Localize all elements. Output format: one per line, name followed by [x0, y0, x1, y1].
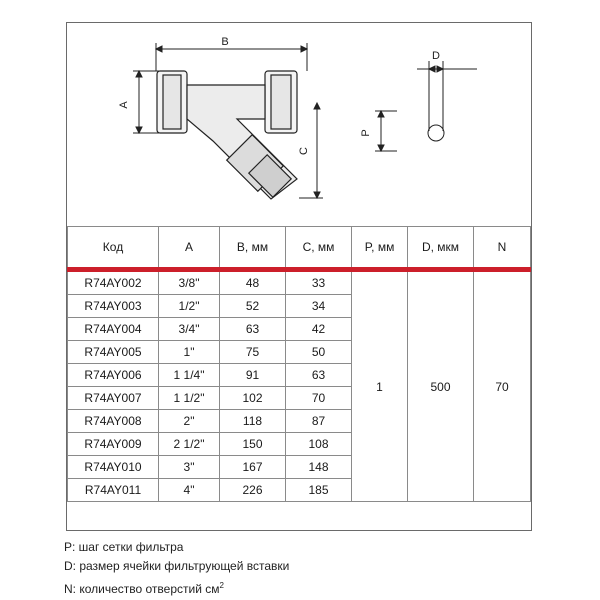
label-d: D [432, 50, 440, 62]
header-row [68, 227, 531, 270]
cell-a: 1 1/2" [159, 387, 220, 410]
col-header-d: D, мкм [408, 227, 474, 270]
table-row [68, 270, 531, 295]
cell-code: R74AY005 [68, 341, 159, 364]
cell-d-shared: 500 [408, 270, 474, 502]
cell-code: R74AY009 [68, 433, 159, 456]
y-strainer-body [157, 71, 297, 199]
label-p: P [360, 129, 372, 137]
cell-code: R74AY002 [68, 270, 159, 295]
cell-c: 148 [286, 456, 352, 479]
cell-a: 1/2" [159, 295, 220, 318]
cell-c: 87 [286, 410, 352, 433]
cell-c: 50 [286, 341, 352, 364]
cell-a: 1 1/4" [159, 364, 220, 387]
cell-c: 33 [286, 270, 352, 295]
cell-code: R74AY007 [68, 387, 159, 410]
cell-b: 48 [220, 270, 286, 295]
cell-b: 167 [220, 456, 286, 479]
col-header-a: A [159, 227, 220, 270]
cell-c: 108 [286, 433, 352, 456]
cell-b: 150 [220, 433, 286, 456]
cell-code: R74AY004 [68, 318, 159, 341]
cell-code: R74AY006 [68, 364, 159, 387]
cell-a: 2 1/2" [159, 433, 220, 456]
col-header-code: Код [68, 227, 159, 270]
cell-b: 226 [220, 479, 286, 502]
cell-code: R74AY010 [68, 456, 159, 479]
cell-a: 1" [159, 341, 220, 364]
cell-a: 3" [159, 456, 220, 479]
cell-code: R74AY008 [68, 410, 159, 433]
label-c: C [298, 147, 310, 155]
col-header-n: N [474, 227, 531, 270]
spec-table [67, 226, 531, 502]
mesh-pitch-detail [375, 111, 397, 151]
note-n-superscript: 2 [219, 581, 224, 590]
cell-a: 2" [159, 410, 220, 433]
cell-b: 75 [220, 341, 286, 364]
cell-c: 70 [286, 387, 352, 410]
spec-sheet-frame [66, 22, 532, 531]
note-n-line [64, 576, 289, 599]
cell-a: 4" [159, 479, 220, 502]
filter-drawing [67, 23, 531, 227]
cell-a: 3/8" [159, 270, 220, 295]
col-header-c: C, мм [286, 227, 352, 270]
col-header-p: P, мм [352, 227, 408, 270]
cell-b: 102 [220, 387, 286, 410]
label-b: B [221, 36, 229, 48]
cell-b: 52 [220, 295, 286, 318]
note-n: N: количество отверстий см [64, 582, 220, 596]
legend-notes [64, 538, 289, 599]
cell-c: 42 [286, 318, 352, 341]
cell-c: 34 [286, 295, 352, 318]
cell-b: 91 [220, 364, 286, 387]
col-header-b: B, мм [220, 227, 286, 270]
note-d: D: размер ячейки фильтрующей вставки [64, 559, 290, 573]
hole-diameter-detail [417, 61, 477, 141]
cell-b: 118 [220, 410, 286, 433]
cell-p-shared: 1 [352, 270, 408, 502]
cell-c: 185 [286, 479, 352, 502]
cell-code: R74AY003 [68, 295, 159, 318]
cell-n-shared: 70 [474, 270, 531, 502]
cell-c: 63 [286, 364, 352, 387]
note-p: P: шаг сетки фильтра [64, 540, 184, 554]
cell-code: R74AY011 [68, 479, 159, 502]
label-a: A [118, 101, 130, 109]
cell-b: 63 [220, 318, 286, 341]
cell-a: 3/4" [159, 318, 220, 341]
